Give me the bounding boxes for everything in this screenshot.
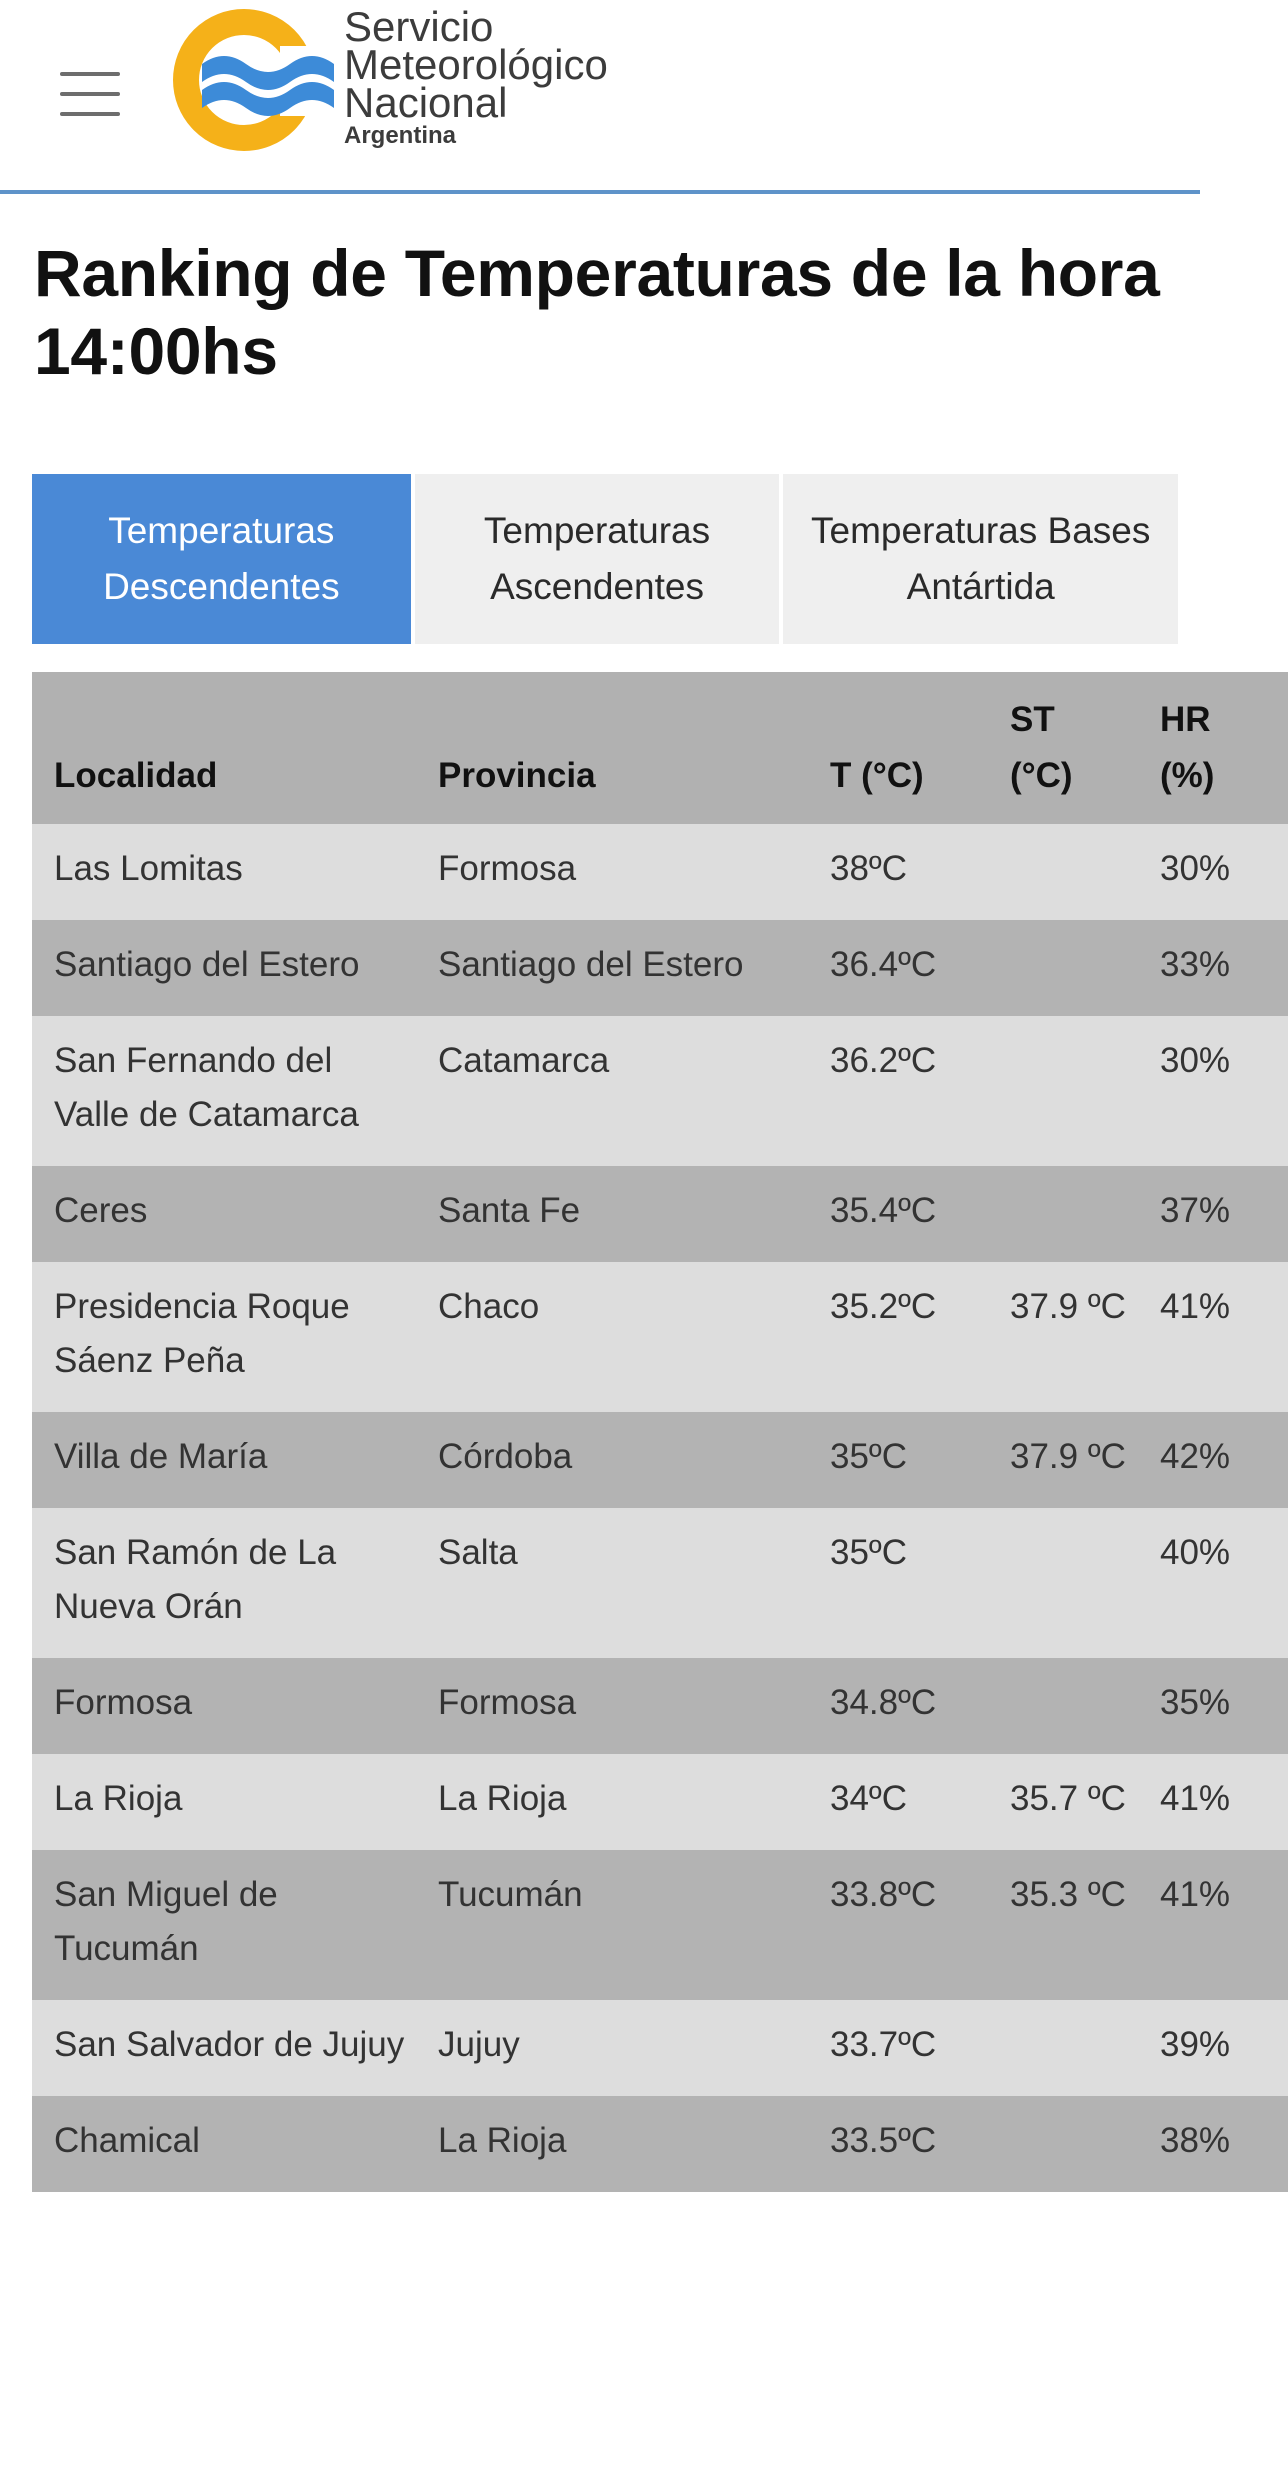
logo-line: Meteorológico: [344, 41, 608, 88]
hr-cell: 30%: [1138, 1016, 1288, 1166]
localidad-cell: San Ramón de La Nueva Orán: [32, 1508, 416, 1658]
column-header-localidad: Localidad: [32, 672, 416, 824]
provincia-cell: Jujuy: [416, 2000, 808, 2096]
table-row: [32, 824, 1288, 920]
st-cell: [988, 2000, 1138, 2096]
table-header-row: [32, 672, 1288, 824]
localidad-cell: Villa de María: [32, 1412, 416, 1508]
table-row: [32, 1262, 1288, 1412]
table-row: [32, 1412, 1288, 1508]
hr-cell: 33%: [1138, 920, 1288, 1016]
localidad-cell: San Fernando del Valle de Catamarca: [32, 1016, 416, 1166]
tab-label: Temperaturas Bases Antártida: [811, 510, 1151, 607]
provincia-cell: Santa Fe: [416, 1166, 808, 1262]
menu-bar: [60, 112, 120, 116]
provincia-cell: Córdoba: [416, 1412, 808, 1508]
temperature-cell: 33.8ºC: [808, 1850, 988, 2000]
smn-logo[interactable]: [172, 3, 672, 166]
column-header-st: ST (°C): [988, 672, 1138, 824]
provincia-cell: La Rioja: [416, 1754, 808, 1850]
temperature-cell: 34ºC: [808, 1754, 988, 1850]
st-cell: 35.7 ºC: [988, 1754, 1138, 1850]
table-row: [32, 1754, 1288, 1850]
table-row: [32, 1658, 1288, 1754]
st-cell: [988, 1508, 1138, 1658]
st-cell: [988, 824, 1138, 920]
logo-text: [344, 3, 608, 150]
page-title-line: Ranking de Temperaturas de la hora: [34, 236, 1160, 310]
provincia-cell: Catamarca: [416, 1016, 808, 1166]
provincia-cell: Chaco: [416, 1262, 808, 1412]
table-row: [32, 920, 1288, 1016]
provincia-cell: Formosa: [416, 824, 808, 920]
st-cell: 37.9 ºC: [988, 1412, 1138, 1508]
localidad-cell: Formosa: [32, 1658, 416, 1754]
logo-line: Nacional: [344, 79, 508, 126]
table-row: [32, 1850, 1288, 2000]
localidad-cell: Presidencia Roque Sáenz Peña: [32, 1262, 416, 1412]
page-title-hour: 14:00hs: [34, 314, 278, 388]
temperature-cell: 36.2ºC: [808, 1016, 988, 1166]
hr-cell: 41%: [1138, 1754, 1288, 1850]
st-cell: [988, 1016, 1138, 1166]
provincia-cell: La Rioja: [416, 2096, 808, 2192]
hr-cell: 39%: [1138, 2000, 1288, 2096]
provincia-cell: Tucumán: [416, 1850, 808, 2000]
menu-bar: [60, 72, 120, 76]
hr-cell: 37%: [1138, 1166, 1288, 1262]
st-cell: 37.9 ºC: [988, 1262, 1138, 1412]
tab-label: Temperaturas Ascendentes: [483, 510, 711, 607]
temperature-cell: 35ºC: [808, 1508, 988, 1658]
hr-cell: 41%: [1138, 1850, 1288, 2000]
hr-cell: 41%: [1138, 1262, 1288, 1412]
column-header-hr: HR (%): [1138, 672, 1288, 824]
menu-bar: [60, 92, 120, 96]
temperature-ranking-table: [32, 672, 1288, 2192]
st-cell: [988, 2096, 1138, 2192]
localidad-cell: Santiago del Estero: [32, 920, 416, 1016]
logo-country: Argentina: [344, 122, 457, 149]
provincia-cell: Santiago del Estero: [416, 920, 808, 1016]
temperature-cell: 33.5ºC: [808, 2096, 988, 2192]
table-row: [32, 1508, 1288, 1658]
temperature-cell: 35.4ºC: [808, 1166, 988, 1262]
logo-line: Servicio: [344, 3, 494, 50]
table-row: [32, 2096, 1288, 2192]
site-header: [0, 0, 1200, 194]
table-row: [32, 2000, 1288, 2096]
temperature-cell: 34.8ºC: [808, 1658, 988, 1754]
hr-cell: 38%: [1138, 2096, 1288, 2192]
temperature-cell: 38ºC: [808, 824, 988, 920]
localidad-cell: San Miguel de Tucumán: [32, 1850, 416, 2000]
localidad-cell: San Salvador de Jujuy: [32, 2000, 416, 2096]
temperature-cell: 35.2ºC: [808, 1262, 988, 1412]
hr-cell: 30%: [1138, 824, 1288, 920]
column-header-provincia: Provincia: [416, 672, 808, 824]
localidad-cell: La Rioja: [32, 1754, 416, 1850]
temperature-cell: 35ºC: [808, 1412, 988, 1508]
table-body: [32, 824, 1288, 2192]
st-cell: [988, 1658, 1138, 1754]
hr-cell: 42%: [1138, 1412, 1288, 1508]
column-header-temperature: T (°C): [808, 672, 988, 824]
st-cell: 35.3 ºC: [988, 1850, 1138, 2000]
localidad-cell: Chamical: [32, 2096, 416, 2192]
hr-cell: 40%: [1138, 1508, 1288, 1658]
tab-temperaturas-bases-antartida[interactable]: [783, 474, 1178, 644]
provincia-cell: Formosa: [416, 1658, 808, 1754]
smn-logo-icon: [172, 6, 342, 156]
table-row: [32, 1016, 1288, 1166]
st-cell: [988, 920, 1138, 1016]
temperature-cell: 33.7ºC: [808, 2000, 988, 2096]
tab-temperaturas-ascendentes[interactable]: [415, 474, 780, 644]
page-title: [0, 194, 1200, 390]
tab-temperaturas-descendentes[interactable]: [32, 474, 411, 644]
temperature-cell: 36.4ºC: [808, 920, 988, 1016]
localidad-cell: Las Lomitas: [32, 824, 416, 920]
table-row: [32, 1166, 1288, 1262]
tab-label: Temperaturas Descendentes: [103, 510, 340, 607]
hr-cell: 35%: [1138, 1658, 1288, 1754]
st-cell: [988, 1166, 1138, 1262]
ranking-tabs: [32, 474, 1178, 644]
localidad-cell: Ceres: [32, 1166, 416, 1262]
provincia-cell: Salta: [416, 1508, 808, 1658]
hamburger-menu-icon[interactable]: [60, 72, 120, 116]
